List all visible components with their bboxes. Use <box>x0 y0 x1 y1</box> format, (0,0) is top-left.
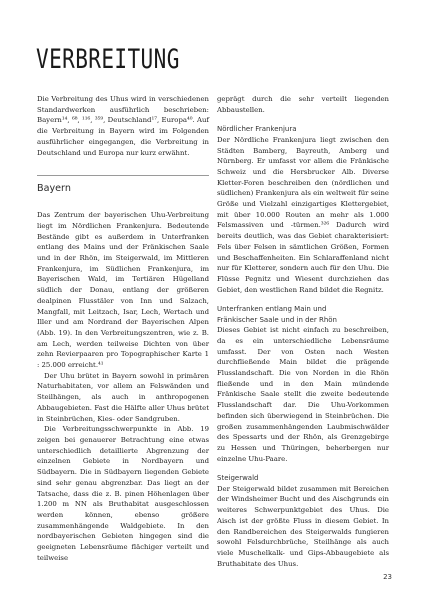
page-title: VERBREITUNG <box>36 44 180 75</box>
bayern-paragraph-2: Der Uhu brütet in Bayern sowohl in primären Naturhabitaten, vor allem an Felswänden und Steilhängen, als auch in anthropogenen Abbaugebieten. Fast die Hälfte aller Uhus brütet in Steinbrüchen, Kies- oder Sandgruben. <box>37 371 209 423</box>
subheading-unterfranken-line-2: Fränkischer Saale und in der Rhön <box>217 315 337 324</box>
continued-paragraph: geprägt durch die sehr verteilt liegenden Abbaustellen. <box>217 95 389 114</box>
steigerwald-paragraph: Der Steigerwald bildet zusammen mit Bereichen der Windsheimer Bucht und des Aischgrunds ein weiteres Schwerpunktgebiet des Uhus. Die Aisch ist der größte Fluss in diesem Gebiet. In den Randbereichen des Steigerwalds fungieren sowohl Felsdurchbrüche, Steilhänge als auch viele Muschelkalk- und Gips-Abbaugebiete als Bruthabitate des Uhus. <box>217 484 389 568</box>
intro-paragraph: Die Verbreitung des Uhus wird in verschiedenen Standardwerken ausführlich beschrieben: Bayern¹⁴, ⁶⁸, ¹¹⁶, ³⁵⁹, Deutschland¹⁷, Europa⁴⁰. Auf die Verbreitung in Bayern wird im Folgenden ausführlicher eingegangen, die Verbreitung in Deutschland und Europa nur kurz erwähnt. <box>37 95 209 157</box>
unterfranken-paragraph: Dieses Gebiet ist nicht einfach zu beschreiben, da es ein unterschiedliche Lebensräume umfasst. Der von Osten nach Westen durchfließende Main bildet die prägende Flusslandschaft. Die von Norden in die Rhön fließende und in den Main mündende Fränkische Saale stellt die zweite bedeutende Flusslandschaft dar. Die Uhu-Vorkommen befinden sich überwiegend in Steinbrüchen. Die großen zusammenhängenden Laubmischwälder des Spessarts und der Rhön, als Grenzgebirge zu Hessen und Thüringen, beherbergen nur einzelne Uhu-Paare. <box>217 326 389 463</box>
right-column <box>217 94 389 569</box>
left-column <box>37 94 209 563</box>
bayern-paragraph-1: Das Zentrum der bayerischen Uhu-Verbreitung liegt im Nördlichen Frankenjura. Bedeutende Bestände gibt es außerdem in Unterfranken entlang des Mains und der Fränkischen Saale und in der Rhön, im Steigerwald, im Mittleren Frankenjura, im Südlichen Frankenjura, im Bayerischen Wald, im Tertiären Hügelland südlich der Donau, entlang der größeren dealpinen Flusstäler von Inn und Salzach, Mangfall, mit Leitzach, Isar, Lech, Wertach und Iller und am Nordrand der Bayerischen Alpen (Abb. 19). In den Verbreitungszentren, wie z. B. am Lech, werden teilweise Dichten von über zehn Revierpaaren pro Topographischer Karte 1 : 25.000 erreicht.⁴¹ <box>37 211 209 370</box>
frankenjura-paragraph: Der Nördliche Frankenjura liegt zwischen den Städten Bamberg, Bayreuth, Amberg und Nürnberg. Er umfasst vor allem die Fränkische Schweiz und die Hersbrucker Alb. Diverse Kletter-Foren beschreiben den (nördlichen und südlichen) Frankenjura als ein weltweit für seine Größe und Vielzahl einzigartiges Klettergebiet, mit über 10.000 Routen an mehr als 1.000 Felsmassiven und -türmen.³²⁶ Dadurch wird bereits deutlich, was das Gebiet charakterisiert: Fels über Felsen in sämtlichen Größen, Formen und Beschaffenheiten. Ein Schlaraffenland nicht nur für Kletterer, sondern auch für den Uhu. Die Flüsse Pegnitz und Wiesent durchziehen das Gebiet, den westlichen Rand bildet die Regnitz. <box>217 135 389 294</box>
page-number: 23 <box>383 573 392 581</box>
section-heading-bayern: Bayern <box>37 175 209 195</box>
subheading-noerdlicher-frankenjura: Nördlicher Frankenjura <box>217 125 297 134</box>
subheading-steigerwald: Steigerwald <box>217 474 259 483</box>
subheading-unterfranken-line-1: Unterfranken entlang Main und <box>217 305 327 314</box>
bayern-paragraph-3: Die Verbreitungsschwerpunkte in Abb. 19 zeigen bei genauerer Betrachtung eine etwas unterschiedlich detaillierte Abgrenzung der einzelnen Gebiete in Nordbayern und Südbayern. Die in Südbayern liegenden Gebiete sind sehr genau abgrenzbar. Das liegt an der Tatsache, dass die z. B. pinen Höhenlagen über 1.200 m NN als Bruthabitat ausgeschlossen werden können, ebenso größere zusammenhängende Waldgebiete. In den nordbayerischen Gebieten hingegen sind die geeigneten Lebensräume flächiger verteilt und teilweise <box>37 425 209 562</box>
